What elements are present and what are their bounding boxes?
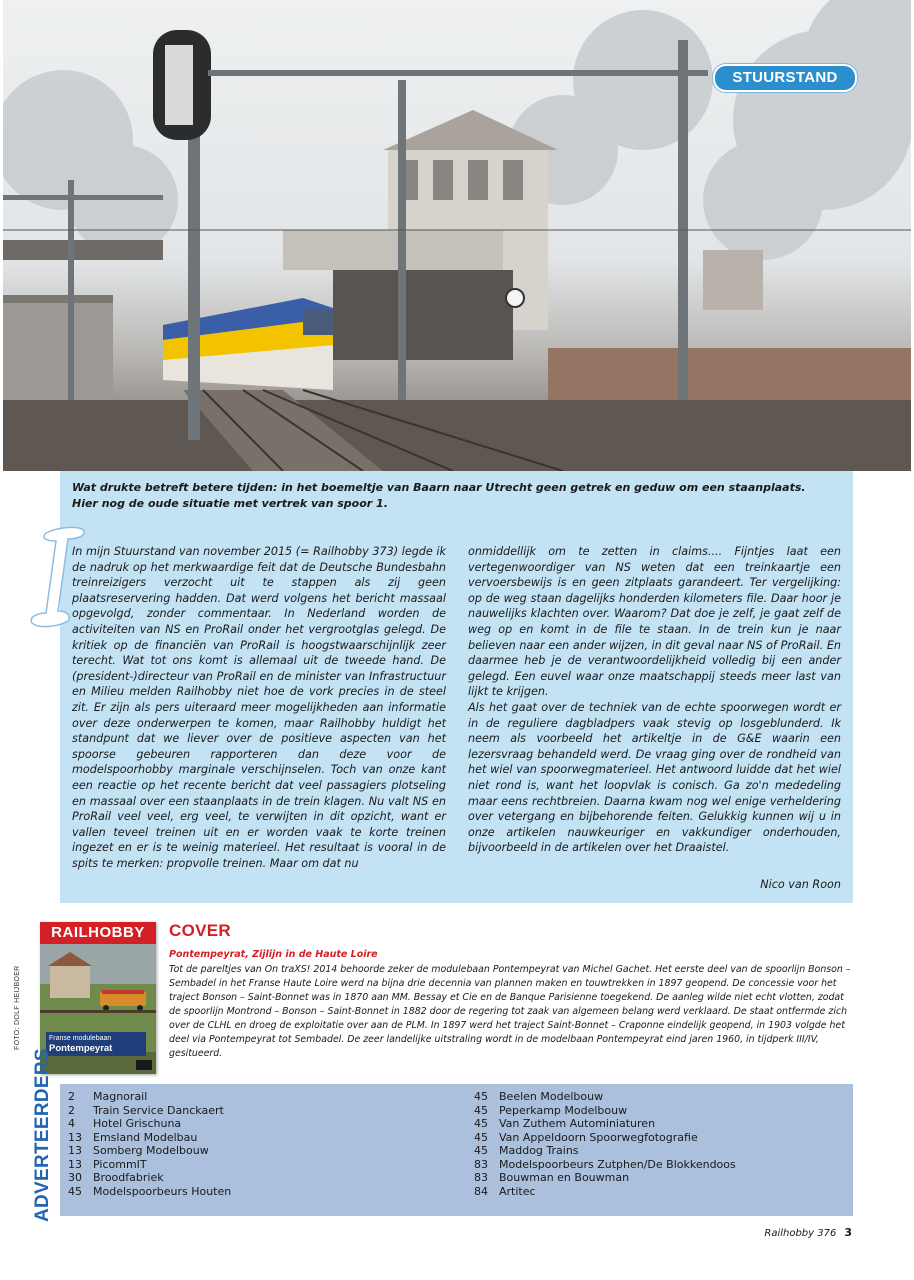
advertiser-name: Emsland Modelbau xyxy=(93,1130,198,1144)
article-column-right xyxy=(468,544,841,856)
advertiser-name: Van Appeldoorn Spoorwegfotografie xyxy=(499,1130,698,1144)
cover-feature: Pontempeyrat xyxy=(49,1043,113,1054)
photo-caption: Wat drukte betreft betere tijden: in het boemeltje van Baarn naar Utrecht geen getrek en geduw om een staanplaats. Hier nog de oude situatie met vertrek van spoor 1. xyxy=(72,481,806,510)
advertiser-page: 45 xyxy=(474,1103,488,1117)
advertiser-page: 45 xyxy=(474,1130,488,1144)
advertiser-name: PicommIT xyxy=(93,1157,147,1171)
article-author: Nico van Roon xyxy=(760,878,841,891)
cover-photo xyxy=(3,0,911,471)
cover-description: Tot de pareltjes van On traXS! 2014 behoorde zeker de modulebaan Pontempeyrat van Michel Gachet. Het eerste deel van de spoorlijn Bonson – Sembadel in het Franse Haute Loire werd na bijna drie decennia van plannen maken en touwtrekken in 1897 geopend. De concessie voor het traject Bonson – Saint-Bonnet was in 1870 aan MM. Bessay et Cie en de Banque Parisienne toegekend. De aanleg wilde niet echt vlotten, zodat de spoorlijn Montrond – Bonson – Saint-Bonnet in 1882 door de regering tot zaak van algemeen belang werd verklaard. De staat ontfermde zich over de CLHL en droeg de exploitatie over aan de PLM. In 1897 werd het traject Saint-Bonnet – Craponne eindelijk geopend, in 1903 volgde het deel via Pontempeyrat tot Sembadel. De zeer landelijke uitstraling wordt in de modelbaan Pontempeyrat eind jaren 1960, in tijdperk III/IV, gesitueerd. xyxy=(169,964,851,1059)
advertiser-entry xyxy=(68,1144,231,1158)
advertiser-name: Train Service Danckaert xyxy=(93,1103,224,1117)
advertiser-name: Modelspoorbeurs Zutphen/De Blokkendoos xyxy=(499,1157,736,1171)
advertiser-entry xyxy=(68,1158,231,1172)
footer-magazine: Railhobby 376 xyxy=(764,1228,837,1239)
advertiser-name: Bouwman en Bouwman xyxy=(499,1171,630,1184)
advertiser-entry xyxy=(474,1185,736,1199)
section-tag: STUURSTAND xyxy=(713,64,857,92)
cover-kicker: Franse modulebaan xyxy=(49,1035,112,1042)
advertiser-page: 2 xyxy=(68,1090,75,1103)
cover-heading: COVER xyxy=(169,921,231,940)
advertiser-page: 13 xyxy=(68,1157,82,1171)
advertiser-name: Peperkamp Modelbouw xyxy=(499,1103,628,1117)
advertiser-entry xyxy=(68,1171,231,1185)
advertiser-entry xyxy=(474,1158,736,1172)
advertiser-entry xyxy=(68,1185,231,1199)
advertiser-entry xyxy=(474,1131,736,1145)
advertiser-entry xyxy=(474,1171,736,1185)
advertiser-entry xyxy=(68,1090,231,1104)
advertiser-name: Artitec xyxy=(499,1184,536,1198)
article-paragraph: In mijn Stuurstand van november 2015 (= Railhobby 373) legde ik de nadruk op het merkwaardige feit dat de Deutsche Bundesbahn treinreizigers verzocht uit te stappen als zij geen plaatsreservering hadden. Dat werd volgens het bericht massaal opgevolgd, zonder commentaar. In Nederland worden de activiteiten van NS en ProRail onder het vergrootglas gelegd. De kritiek op de financiën van ProRail is hoogstwaarschijnlijk zeer terecht. Wat tot ons komt is allemaal uit de tweede hand. De (president-)directeur van ProRail en de minister van Infrastructuur en Milieu melden Railhobby niet hoe de vork precies in de steel zit. Er zijn als pers uiteraard meer mogelijkheden aan informatie over deze onderwerpen te komen, maar Railhobby huldigt het standpunt dat we liever over de positieve aspecten van het spoorse gebeuren rapporteren dan deze voor de modelspoorhobby marginale verschijnselen. Toch van onze kant een reactie op het recente bericht dat veel passagiers plotseling en massaal over een staanplaats in de trein klagen. Nu valt NS en ProRail veel veel, erg veel, te verwijten in dit opzicht, want er vallen teveel treinen uit en er worden vaak te korte treinen ingezet en er is te weinig materieel. Het resultaat is vooral in de spits te merken: propvolle treinen. Maar om dat nu xyxy=(72,545,446,870)
article-paragraph: onmiddellijk om te zetten in claims.... Fijntjes laat een vertegenwoordiger van NS weten dat een treinkaartje een vervoersbewijs is en geen zitplaats garandeert. Ter vergelijking: op de weg staan dagelijks honderden kilometers file. Daar hoor je nauwelijks klachten over. Waarom? Dat doe je zelf, je gaat zelf de weg op en komt in de file te staan. In de trein kun je naar believen naar een ander wijzen, in dit geval naar NS of ProRail. En daarmee heb je de verantwoordelijkheid volledig bij een ander gelegd. Een euvel waar onze maatschappij steeds meer last van lijkt te krijgen. xyxy=(468,545,841,699)
advertiser-name: Hotel Grischuna xyxy=(93,1117,182,1130)
advertiser-name: Maddog Trains xyxy=(499,1144,579,1157)
advertiser-page: 84 xyxy=(474,1184,488,1198)
cover-masthead: RAILHOBBY xyxy=(40,922,156,944)
advertiser-page: 13 xyxy=(68,1130,82,1144)
advertiser-page: 45 xyxy=(474,1144,488,1157)
advertiser-name: Van Zuthem Autominiaturen xyxy=(499,1117,656,1130)
cover-feature-title xyxy=(46,1032,146,1056)
article-paragraph: Als het gaat over de techniek van de echte spoorwegen wordt er in de reguliere dagbladpers vaak stevig op losgeblunderd. Ik neem als voorbeeld het artikeltje in de G&E waarin een lezersvraag behandeld werd. De vraag ging over de rondheid van het wiel van spoorwegmaterieel. Het antwoord luidde dat het wiel niet rond is, want het loopvlak is conisch. Ga zo'n mededeling maar eens rechtbreien. Daarna kwam nog wel enige verheldering over vetergang en bijbehorende feiten. Gelukkig kunnen wij u in onze artikelen nauwkeuriger en vakkundiger onderhouden, bijvoorbeeld in de artikelen over het Draaistel. xyxy=(468,700,841,855)
advertiser-entry xyxy=(474,1104,736,1118)
cover-thumbnail xyxy=(40,922,156,1074)
cover-subtitle: Pontempeyrat, Zijlijn in de Haute Loire xyxy=(169,949,378,960)
page-footer xyxy=(760,1226,852,1239)
advertiser-page: 83 xyxy=(474,1157,488,1171)
advertiser-entry xyxy=(68,1131,231,1145)
advertiser-entry xyxy=(474,1117,736,1131)
advertiser-entry xyxy=(68,1117,231,1131)
advertisers-list-left xyxy=(68,1090,231,1198)
advertiser-name: Somberg Modelbouw xyxy=(93,1144,209,1157)
advertiser-page: 45 xyxy=(474,1090,488,1103)
advertiser-name: Beelen Modelbouw xyxy=(499,1090,604,1103)
advertiser-name: Broodfabriek xyxy=(93,1171,164,1184)
advertiser-page: 2 xyxy=(68,1103,75,1117)
advertiser-name: Modelspoorbeurs Houten xyxy=(93,1184,232,1198)
advertisers-label: ADVERTEERDERS xyxy=(32,1048,53,1222)
advertiser-entry xyxy=(474,1144,736,1158)
advertiser-entry xyxy=(68,1104,231,1118)
advertiser-name: Magnorail xyxy=(93,1090,148,1103)
advertisers-list-right xyxy=(474,1090,736,1198)
advertiser-page: 83 xyxy=(474,1171,488,1184)
advertiser-page: 45 xyxy=(474,1117,488,1130)
advertiser-page: 13 xyxy=(68,1144,82,1157)
page-number: 3 xyxy=(844,1226,852,1239)
advertiser-page: 30 xyxy=(68,1171,82,1184)
advertiser-page: 4 xyxy=(68,1117,75,1130)
photo-credit: FOTO: DOLF HEIJBOER xyxy=(14,965,21,1050)
advertiser-entry xyxy=(474,1090,736,1104)
advertiser-page: 45 xyxy=(68,1184,82,1198)
article-column-left xyxy=(72,544,446,871)
